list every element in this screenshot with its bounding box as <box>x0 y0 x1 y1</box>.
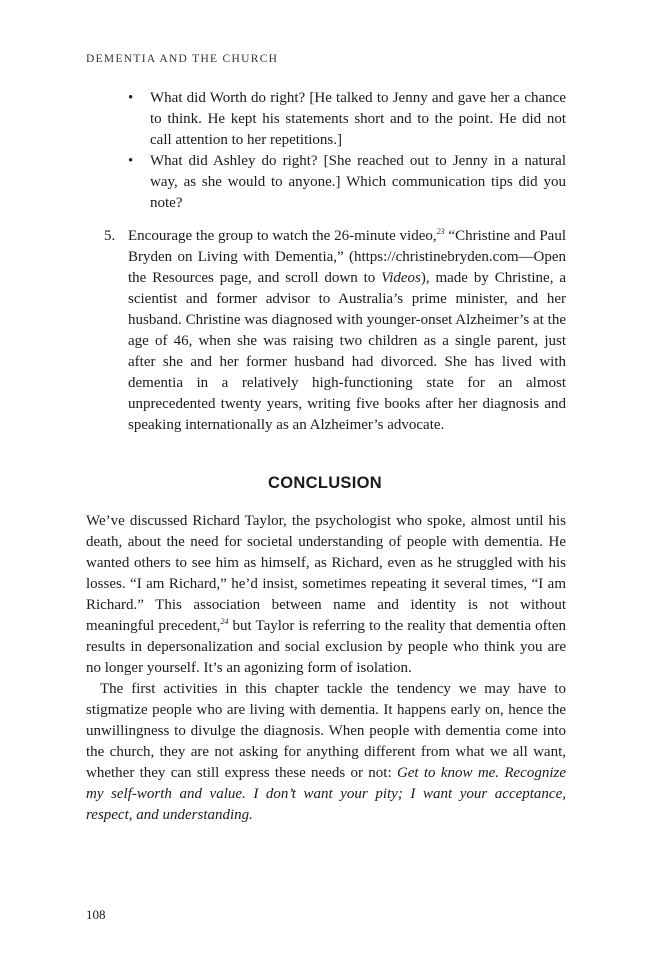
item-text: Encourage the group to watch the 26-minute video, <box>128 228 437 244</box>
paragraph-text: The first activities in this chapter tackle the tendency we may have to stigmatize people who are living with dementia. It happens early on, hence the unwillingness to divulge the diagnosis. When people with dementia come into the church, they are not asking for anything different from what we all want, whether they can still express these needs or not: <box>86 681 566 781</box>
paragraph-text: but Taylor is referring to the reality that dementia often results in depersonalization and social exclusion by people who think you are no longer yourself. It’s an agonizing form of isolation. <box>86 618 566 676</box>
bullet-item: • What did Worth do right? [He talked to Jenny and gave her a chance to think. He kept his statements short and to the point. He did not call attention to her repetitions.] <box>128 88 566 151</box>
page-number: 108 <box>86 907 106 922</box>
paragraph-text: We’ve discussed Richard Taylor, the psychologist who spoke, almost until his death, about the need for societal understanding of people with dementia. He wanted others to see him as himself, as Richard, even as he struggled with his losses. “I am Richard,” he’d insist, sometimes repeating it several times, “I am Richard.” This association between name and identity is not without meaningful precedent, <box>86 513 566 634</box>
item-text: ), made by Christine, a scientist and former advisor to Australia’s prime minister, and her husband. Christine was diagnosed with younger-onset Alzheimer’s at the age of 46, when she was raising two children as a single parent, just after she and her former husband had divorced. She has lived with dementia in a relatively high-functioning state for an almost unprecedented twenty years, writing five books after her diagnosis and speaking internationally as an Alzheimer’s advocate. <box>128 270 566 433</box>
footnote-ref[interactable]: 23 <box>436 227 445 236</box>
body-paragraph <box>86 679 566 826</box>
running-head: DEMENTIA AND THE CHURCH <box>86 53 279 65</box>
footnote-ref[interactable]: 24 <box>220 617 229 626</box>
paragraph-italic-text: Get to know me. Recognize my self-worth and value. I don’t want your pity; I want your acceptance, respect, and understanding. <box>86 765 566 823</box>
section-heading: CONCLUSION <box>268 474 382 492</box>
bullet-list <box>128 88 566 214</box>
body-paragraph <box>86 511 566 679</box>
item-number: 5. <box>104 228 116 244</box>
item-body <box>128 226 566 436</box>
bullet-item: • What did Ashley do right? [She reached out to Jenny in a natural way, as she would to anyone.] Which communication tips did you note? <box>128 151 566 214</box>
item-italic-text: Videos <box>381 270 421 286</box>
item-text: “Christine and Paul Bryden on Living with Dementia,” (https://christinebryden.com—Open the Resources page, and scroll down to <box>128 228 566 286</box>
numbered-item <box>104 226 566 436</box>
